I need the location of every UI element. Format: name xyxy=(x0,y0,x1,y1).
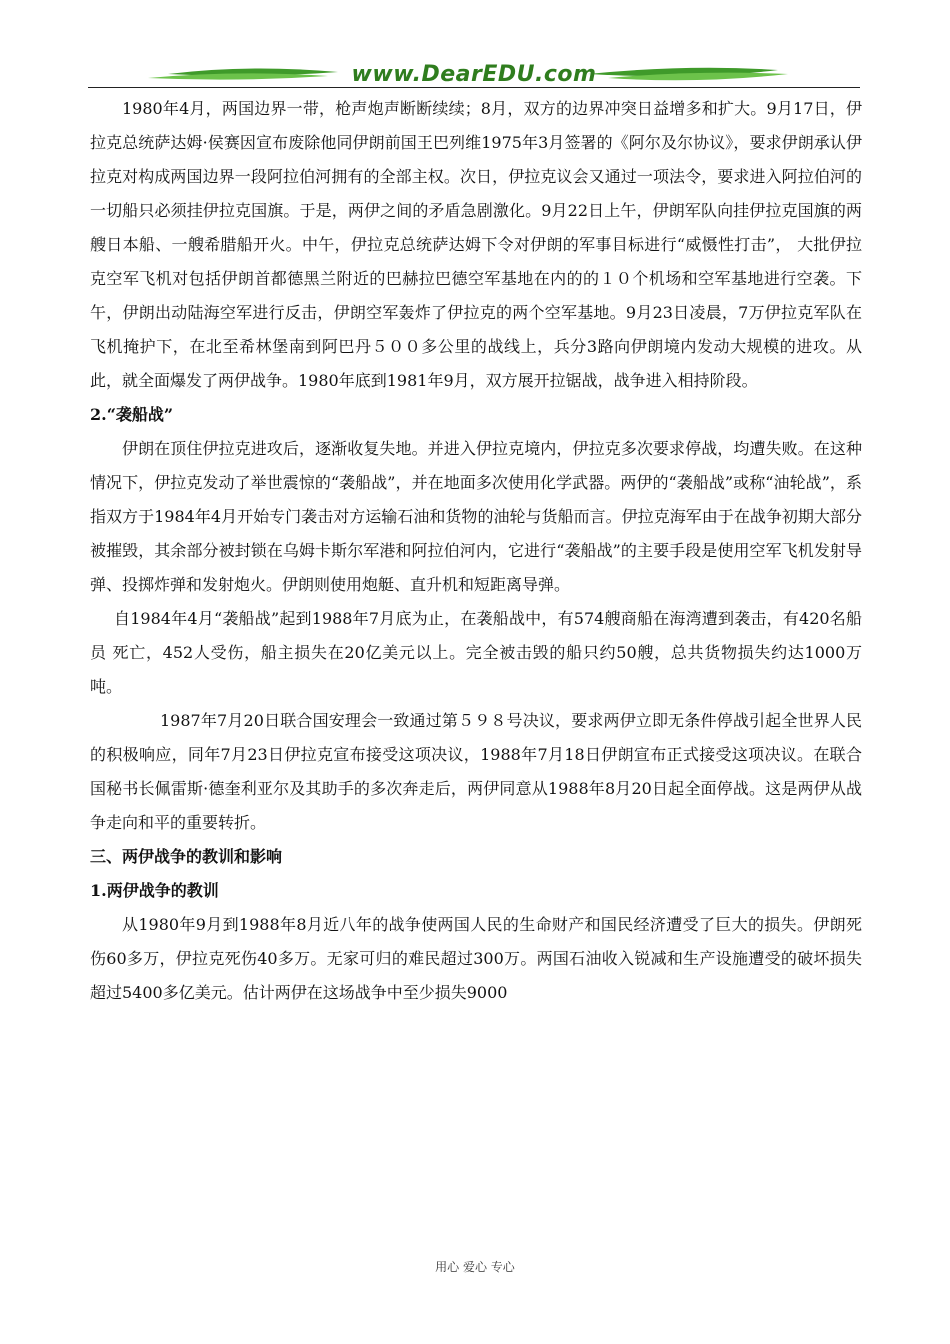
document-body xyxy=(90,92,862,1010)
section-heading-tanker-war: 2.“袭船战” xyxy=(90,405,174,424)
site-logo-text: www.DearEDU.com xyxy=(351,62,597,87)
paragraph-tanker-war: 伊朗在顶住伊拉克进攻后，逐渐收复失地。并进入伊拉克境内，伊拉克多次要求停战，均遭失败。在这种情况下，伊拉克发动了举世震惊的“袭船战”，并在地面多次使用化学武器。两伊的“袭船战”或称“油轮战”，系指双方于1984年4月开始专门袭击对方运输石油和货物的油轮与货船而言。伊拉克海军由于在战争初期大部分被摧毁，其余部分被封锁在乌姆卡斯尔军港和阿拉伯河内，它进行“袭船战”的主要手段是使用空军飞机发射导弹、投掷炸弹和发射炮火。伊朗则使用炮艇、直升机和短距离导弹。 xyxy=(90,439,862,594)
header-rule xyxy=(88,87,860,88)
section-heading-lessons: 三、两伊战争的教训和影响 xyxy=(90,847,283,866)
subsection-heading-lessons: 1.两伊战争的教训 xyxy=(90,881,219,900)
paragraph-ceasefire: 1987年7月20日联合国安理会一致通过第５９８号决议，要求两伊立即无条件停战引起全世界人民的积极响应，同年7月23日伊拉克宣布接受这项决议，1988年7月18日伊朗宣布正式接受这项决议。在联合国秘书长佩雷斯·德奎利亚尔及其助手的多次奔走后，两伊同意从1988年8月20日起全面停战。这是两伊从战争走向和平的重要转折。 xyxy=(90,711,862,832)
paragraph-tanker-war-losses: 自1984年4月“袭船战”起到1988年7月底为止，在袭船战中，有574艘商船在海湾遭到袭击，有420名船员 死亡，452人受伤，船主损失在20亿美元以上。完全被击毁的船只约50艘，总共货物损失约达1000万吨。 xyxy=(90,609,862,696)
page-footer: 用心 爱心 专心 xyxy=(435,1260,515,1274)
paragraph-war-outbreak: 1980年4月，两国边界一带，枪声炮声断断续续；8月，双方的边界冲突日益增多和扩大。9月17日，伊拉克总统萨达姆·侯赛因宣布废除他同伊朗前国王巴列维1975年3月签署的《阿尔及尔协议》，要求伊朗承认伊拉克对构成两国边界一段阿拉伯河拥有的全部主权。次日，伊拉克议会又通过一项法令，要求进入阿拉伯河的一切船只必须挂伊拉克国旗。于是，两伊之间的矛盾急剧激化。9月22日上午，伊朗军队向挂伊拉克国旗的两艘日本船、一艘希腊船开火。中午，伊拉克总统萨达姆下令对伊朗的军事目标进行“威慑性打击”， 大批伊拉克空军飞机对包括伊朗首都德黑兰附近的巴赫拉巴德空军基地在内的的１０个机场和空军基地进行空袭。下午，伊朗出动陆海空军进行反击，伊朗空军轰炸了伊拉克的两个空军基地。9月23日凌晨，7万伊拉克军队在飞机掩护下，在北至希林堡南到阿巴丹５００多公里的战线上，兵分3路向伊朗境内发动大规模的进攻。从此，就全面爆发了两伊战争。1980年底到1981年9月，双方展开拉锯战，战争进入相持阶段。 xyxy=(90,99,862,390)
paragraph-war-losses: 从1980年9月到1988年8月近八年的战争使两国人民的生命财产和国民经济遭受了巨大的损失。伊朗死伤60多万，伊拉克死伤40多万。无家可归的难民超过300万。两国石油收入锐减和生产设施遭受的破坏损失超过5400多亿美元。估计两伊在这场战争中至少损失9000 xyxy=(90,915,862,1002)
